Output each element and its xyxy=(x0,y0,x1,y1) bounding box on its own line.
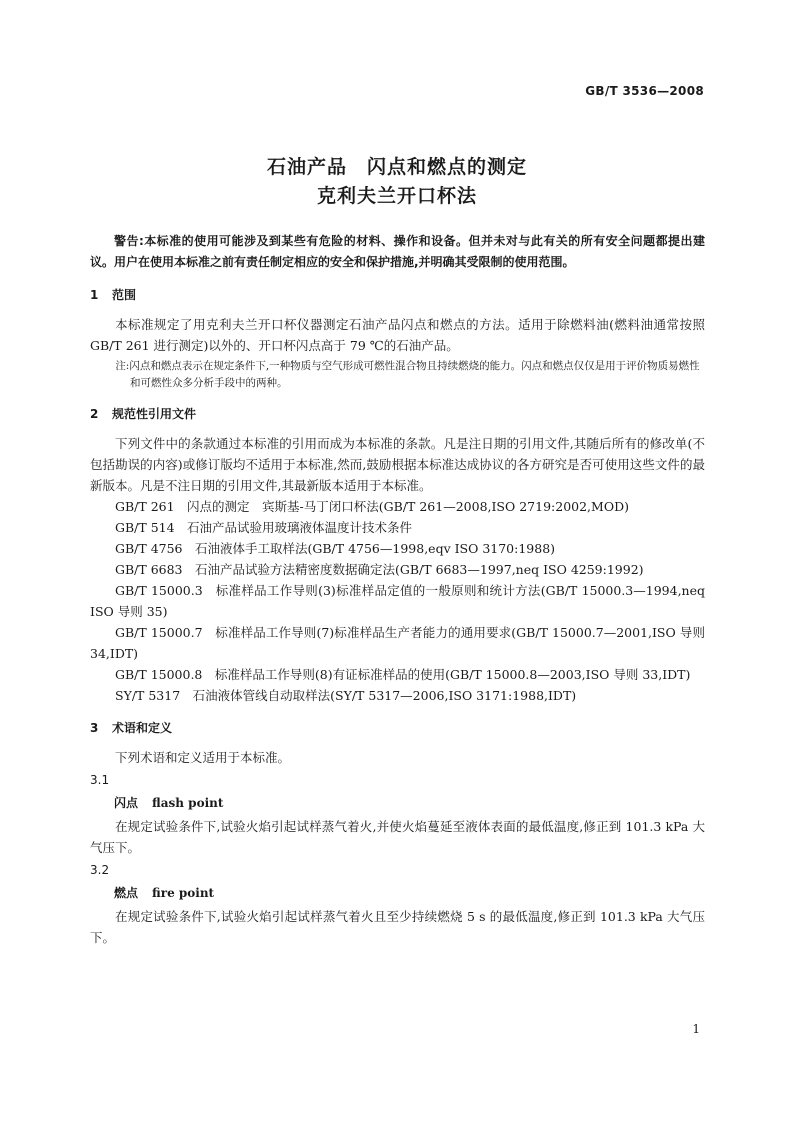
section-title: 范围 xyxy=(112,288,137,302)
page-number: 1 xyxy=(692,1022,700,1036)
document-subtitle: 克利夫兰开口杯法 xyxy=(316,185,477,207)
section-number: 1 xyxy=(90,288,99,302)
reference-list xyxy=(90,496,705,706)
section-heading-normative-references xyxy=(90,404,705,425)
document-title: 石油产品 闪点和燃点的测定 xyxy=(266,156,527,178)
section-number: 3 xyxy=(90,721,99,735)
warning-text: 警告:本标准的使用可能涉及到某些有危险的材料、操作和设备。但并未对与此有关的所有安全问题都提出建议。用户在使用本标准之前有责任制定相应的安全和保护措施,并明确其受限制的使用范围。 xyxy=(90,234,705,269)
section-heading-scope xyxy=(90,285,705,306)
term-number: 3.1 xyxy=(90,773,110,787)
term-definition: 在规定试验条件下,试验火焰引起试样蒸气着火且至少持续燃烧 5 s 的最低温度,修正到 101.3 kPa 大气压下。 xyxy=(90,909,705,945)
term-number: 3.2 xyxy=(90,863,110,877)
scope-paragraph: 本标准规定了用克利夫兰开口杯仪器测定石油产品闪点和燃点的方法。适用于除燃料油(燃料油通常按照 GB/T 261 进行测定)以外的、开口杯闪点高于 79 ℃的石油产品。 xyxy=(90,317,705,353)
term-name-zh: 闪点 xyxy=(114,796,139,810)
terms-intro-paragraph: 下列术语和定义适用于本标准。 xyxy=(115,750,291,765)
term-definition: 在规定试验条件下,试验火焰引起试样蒸气着火,并使火焰蔓延至液体表面的最低温度,修正到 101.3 kPa 大气压下。 xyxy=(90,819,705,855)
reference-item: GB/T 15000.3 标准样品工作导则(3)标准样品定值的一般原则和统计方法(GB/T 15000.3—1994,neq ISO 导则 35) xyxy=(90,583,705,619)
reference-item: GB/T 261 闪点的测定 宾斯基-马丁闭口杯法(GB/T 261—2008,ISO 2719:2002,MOD) xyxy=(115,499,629,514)
term-name-zh: 燃点 xyxy=(114,886,139,900)
section-title: 规范性引用文件 xyxy=(112,407,197,421)
document-body xyxy=(90,231,705,948)
reference-item: GB/T 15000.8 标准样品工作导则(8)有证标准样品的使用(GB/T 15000.8—2003,ISO 导则 33,IDT) xyxy=(115,667,691,682)
term-name-en: fire point xyxy=(152,886,215,900)
reference-item: GB/T 514 石油产品试验用玻璃液体温度计技术条件 xyxy=(115,520,413,535)
reference-item: GB/T 6683 石油产品试验方法精密度数据确定法(GB/T 6683—1997,neq ISO 4259:1992) xyxy=(115,562,644,577)
term-name xyxy=(90,883,705,904)
section-title: 术语和定义 xyxy=(112,721,173,735)
section-number: 2 xyxy=(90,407,99,421)
reference-item: GB/T 4756 石油液体手工取样法(GB/T 4756—1998,eqv ISO 3170:1988) xyxy=(115,541,556,556)
reference-item: GB/T 15000.7 标准样品工作导则(7)标准样品生产者能力的通用要求(GB/T 15000.7—2001,ISO 导则 34,IDT) xyxy=(90,625,705,661)
references-intro-paragraph: 下列文件中的条款通过本标准的引用而成为本标准的条款。凡是注日期的引用文件,其随后所有的修改单(不包括勘误的内容)或修订版均不适用于本标准,然而,鼓励根据本标准达成协议的各方研究是否可使用这些文件的最新版本。凡是不注日期的引用文件,其最新版本适用于本标准。 xyxy=(90,436,705,493)
scope-note: 注:闪点和燃点表示在规定条件下,一种物质与空气形成可燃性混合物且持续燃烧的能力。闪点和燃点仅仅是用于评价物质易燃性和可燃性众多分析手段中的两种。 xyxy=(115,360,700,389)
standard-code: GB/T 3536—2008 xyxy=(585,84,704,98)
section-heading-terms xyxy=(90,718,705,739)
term-name-en: flash point xyxy=(152,796,224,810)
reference-item: SY/T 5317 石油液体管线自动取样法(SY/T 5317—2006,ISO 3171:1988,IDT) xyxy=(115,688,577,703)
term-name xyxy=(90,793,705,814)
